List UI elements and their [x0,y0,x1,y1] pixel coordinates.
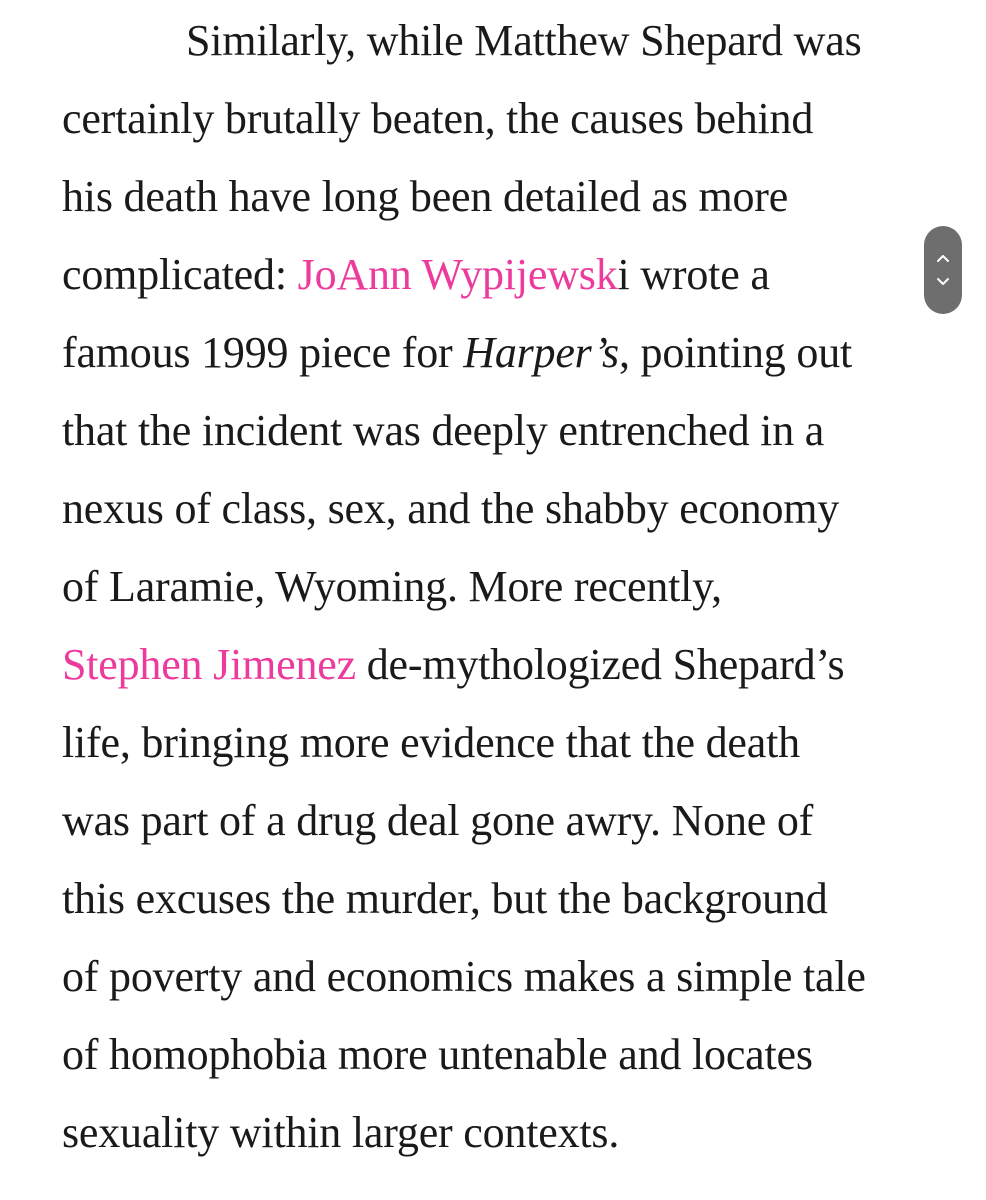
text-line [62,314,852,392]
chevron-up-icon[interactable] [936,253,950,263]
text-fragment: de-mythologized Shepard’s [355,640,845,689]
publication-title: Harper’s [463,328,619,377]
text-line: was part of a drug deal gone awry. None of [62,796,814,845]
text-line: his death have long been detailed as more [62,172,789,221]
text-line: that the incident was deeply entrenched in a [62,406,825,455]
chevron-down-icon[interactable] [936,277,950,287]
text-line: of Laramie, Wyoming. More recently, [62,562,722,611]
text-line: sexuality within larger contexts. [62,1108,620,1157]
text-line: life, bringing more evidence that the death [62,718,800,767]
text-fragment: , pointing out [618,328,853,377]
scroll-navigation-control[interactable] [924,226,962,314]
text-fragment: famous 1999 piece for [62,328,464,377]
text-line [62,236,770,314]
link-stephen-jimenez[interactable]: Stephen Jimenez [62,640,356,689]
link-joann-wypijewski[interactable]: JoAnn Wypijewsk [297,250,618,299]
text-line: Similarly, while Matthew Shepard was [186,16,862,65]
text-line: of poverty and economics makes a simple tale [62,952,866,1001]
text-line: of homophobia more untenable and locates [62,1030,813,1079]
text-fragment: i wrote a [617,250,770,299]
text-line [62,626,844,704]
text-fragment: complicated: [62,250,298,299]
text-line: this excuses the murder, but the background [62,874,828,923]
text-line: nexus of class, sex, and the shabby economy [62,484,840,533]
text-line: certainly brutally beaten, the causes behind [62,94,814,143]
